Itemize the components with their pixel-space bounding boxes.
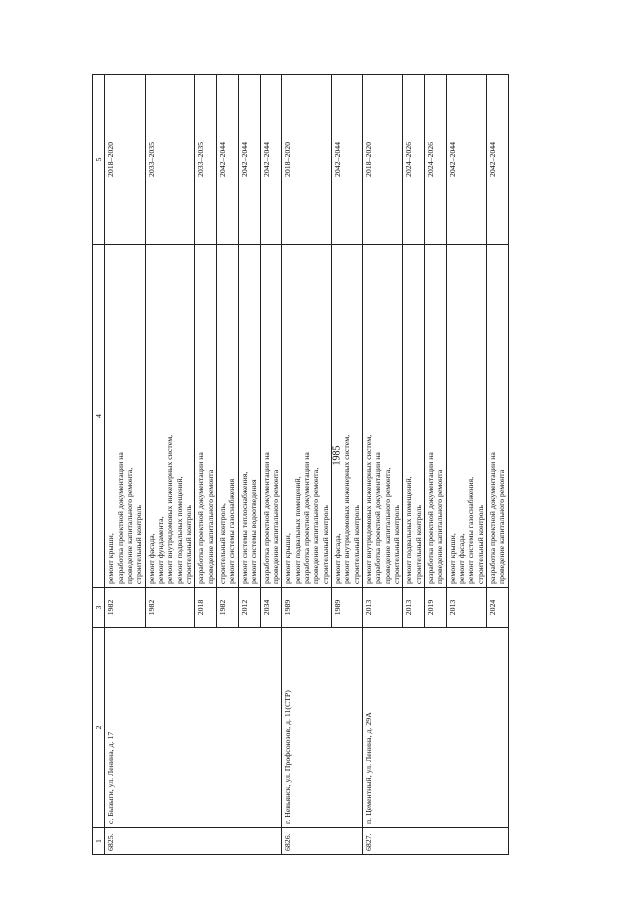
building-address: с. Бызыги, ул. Ленина, д. 17: [105, 628, 282, 828]
period-cell: 2018–2020: [105, 75, 145, 245]
work-item: ремонт системы газоснабжения: [227, 478, 237, 584]
work-item: разработка проектной документации на: [373, 452, 383, 584]
work-item: строительный контроль: [184, 505, 194, 584]
work-item: строительный контроль: [351, 505, 361, 584]
work-item: ремонт подвальных помещений,: [292, 476, 302, 584]
work-item: разработка проектной документации на: [196, 452, 206, 584]
work-item: проведение капитального ремонта,: [382, 467, 392, 584]
work-item: разработка проектной документации на: [488, 452, 498, 584]
period-cell: 2042–2044: [487, 75, 509, 245]
period-cell: 2024–2026: [403, 75, 425, 245]
work-item: ремонт крыши,: [447, 533, 457, 584]
work-item: строительный контроль: [413, 505, 423, 584]
period-cell: 2042–2044: [446, 75, 486, 245]
work-item: ремонт фасада,: [146, 533, 156, 584]
work-item: проведение капитального ремонта,: [125, 467, 135, 584]
column-number: 2: [93, 628, 105, 828]
year-cell: 1982: [145, 588, 195, 628]
work-item: строительный контроль,: [218, 503, 228, 584]
year-cell: 2012: [238, 588, 260, 628]
work-item: ремонт внутридомовых инженерных систем,: [165, 434, 175, 584]
period-cell: 2018–2020: [362, 75, 402, 245]
work-item: ремонт фасада,: [332, 533, 342, 584]
work-item: ремонт подвальных помещений,: [174, 476, 184, 584]
works-cell: [195, 245, 217, 588]
work-item: разработка проектной документации на: [261, 452, 271, 584]
works-cell: [145, 245, 195, 588]
work-item: разработка проектной документации на: [301, 452, 311, 584]
work-item: разработка проектной документации на: [115, 452, 125, 584]
year-cell: 2013: [403, 588, 425, 628]
row-number: 6827.: [362, 828, 508, 855]
work-item: проведение капитального ремонта,: [311, 467, 321, 584]
work-item: ремонт внутридомовых инженерных систем,: [363, 434, 373, 584]
works-cell: [425, 245, 447, 588]
works-cell: [403, 245, 425, 588]
year-cell: 1989: [331, 588, 362, 628]
work-item: ремонт фасада,: [457, 533, 467, 584]
work-item: строительный контроль: [320, 505, 330, 584]
works-cell: [105, 245, 145, 588]
work-item: проведение капитального ремонта: [205, 469, 215, 584]
year-cell: 2019: [425, 588, 447, 628]
table-row: [282, 75, 332, 855]
work-item: строительный контроль: [475, 505, 485, 584]
table-body: [105, 75, 508, 855]
work-item: ремонт подвальных помещений,: [404, 476, 414, 584]
period-cell: 2042–2044: [260, 75, 282, 245]
work-item: строительный контроль: [391, 505, 401, 584]
year-cell: 2024: [487, 588, 509, 628]
year-cell: 2034: [260, 588, 282, 628]
year-cell: 2018: [195, 588, 217, 628]
period-cell: 2033–2035: [195, 75, 217, 245]
building-address: п. Цементный, ул. Ленина, д. 29А: [362, 628, 508, 828]
column-number-row: [93, 75, 105, 855]
column-number: 5: [93, 75, 105, 245]
works-cell: [331, 245, 362, 588]
work-item: ремонт крыши,: [106, 533, 116, 584]
rotated-page: [92, 75, 577, 855]
repair-schedule-table: [92, 74, 509, 855]
work-item: ремонт фундамента,: [156, 516, 166, 584]
work-item: ремонт системы водоотведения: [249, 479, 259, 584]
period-cell: 2042–2044: [217, 75, 239, 245]
works-cell: [446, 245, 486, 588]
work-item: ремонт крыши,: [283, 533, 293, 584]
year-cell: 2013: [362, 588, 402, 628]
period-cell: 2042–2044: [331, 75, 362, 245]
works-cell: [260, 245, 282, 588]
works-cell: [487, 245, 509, 588]
column-number: 3: [93, 588, 105, 628]
work-item: ремонт внутридомовых инженерных систем,: [342, 434, 352, 584]
work-item: строительный контроль: [134, 505, 144, 584]
year-cell: 2013: [446, 588, 486, 628]
work-item: проведение капитального ремонта: [270, 469, 280, 584]
works-cell: [362, 245, 402, 588]
page-number: 1985: [331, 445, 343, 466]
works-cell: [238, 245, 260, 588]
period-cell: 2018–2020: [282, 75, 332, 245]
period-cell: 2042–2044: [238, 75, 260, 245]
row-number: 6826.: [282, 828, 363, 855]
period-cell: 2024–2026: [425, 75, 447, 245]
year-cell: 1982: [105, 588, 145, 628]
column-number: 4: [93, 245, 105, 588]
building-address: г. Невьянск, ул. Профсоюзов, д. 11(СТР): [282, 628, 363, 828]
column-number: 1: [93, 828, 105, 855]
work-item: проведение капитального ремонта: [497, 469, 507, 584]
works-cell: [217, 245, 239, 588]
period-cell: 2033–2035: [145, 75, 195, 245]
table-row: [105, 75, 145, 855]
year-cell: 1989: [282, 588, 332, 628]
year-cell: 1982: [217, 588, 239, 628]
work-item: ремонт системы газоснабжения,: [466, 476, 476, 584]
work-item: разработка проектной документации на: [426, 452, 435, 584]
work-item: проведение капитального ремонта: [435, 469, 445, 584]
table-row: [362, 75, 402, 855]
row-number: 6825.: [105, 828, 282, 855]
work-item: ремонт системы теплоснабжения,: [239, 471, 249, 584]
works-cell: [282, 245, 332, 588]
